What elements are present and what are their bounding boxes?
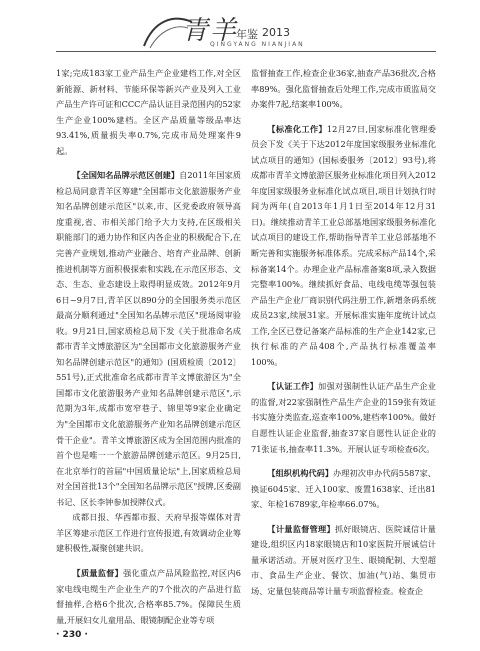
section-body: 加强对强制性认证产品生产企业的监督,对22家强制性产品生产企业的159张有效证书实施分类监查,巡查率100%,建档率100%。做好自愿性认证企业监督,抽查37家自愿性认证企业的71张证书,抽查率11.3%。开展认证专项检查6次。 xyxy=(251,381,436,454)
paragraph: 1家;完成183家工业产品生产企业建档工作,对全区新能源、新材料、节能环保等新兴产业及列入工业产品生产许可证和CCC产品认证目录范围内的52家生产企业100%建档。全区产品质量等级品率达93.41%,质量损失率0.7%,完成市局处理案件9起。 xyxy=(56,68,241,156)
section-metrology xyxy=(251,522,436,600)
left-column xyxy=(56,66,241,628)
section-body: 12月27日,国家标准化管理委员会下发《关于下达2012年度国家级服务业标准化试点项目的通知》(国标委服务〔2012〕93号),将成都市青羊文博旅游区服务业标准化项目列入2012年度国家级服务业标准化试点项目,项目计划执行时间为两年(自2013年1月1日至2014年12月31日)。继续推动青羊工业总部基地国家级服务标准化试点项目的建设工作,帮助指导青羊工业总部基地不断完善和实施服务标准体系。完成采标产品14个,采标备案14个。办理企业产品标准备案8项,录入数据完整率100%。继续抓好食品、电线电缆等强包装产品生产企业厂商识别代码注册工作,新增条码系统成员23家,续展31家。开展标准实施年度统计试点工作,全区已登记备案产品标准的生产企业142家,已执行标准的产品408个,产品执行标准覆盖率100%。 xyxy=(251,123,436,367)
section-body: 抓好眼镜店、医院诚信计量建设,组织区内18家眼镜店和10家医院开展诚信计量承诺活动。开展对医疗卫生、眼镜配制、大型超市、食品生产企业、餐饮、加油(气)站、集贸市场、定量包装商品等计量专项监督检查。检查企 xyxy=(251,523,436,596)
section-heading: 【全国知名品牌示范区创建】 xyxy=(72,170,180,181)
section-body: 办理初次申办代码5587家、换证6045家、迁入100家、废置1638家、迁出81家、年检16789家,年检率66.07%。 xyxy=(251,468,436,510)
section-heading: 【认证工作】 xyxy=(267,381,319,392)
logo-yearbook-label: 年鉴 xyxy=(236,28,258,41)
section-body: 自2011年国家质检总局同意青羊区筹建"全国都市文化旅游服务产业知名品牌创建示范区"以来,市、区党委政府领导高度重视,省、市相关部门给予大力支持,在区级相关职能部门的通力协作和区内各企业的积极配合下,在完善产业规划,推动产业融合、培育产业品牌、创新推进机制等方面积极探索和实践,在示范区形态、文态、生态、业态建设上取得明显成效。2012年9月6日~9月7日,青羊区以890分的全国服务类示范区最高分顺利通过"全国知名品牌示范区"现场阅审验收。9月21日,国家质检总局下发《关于批准命名成都市青羊文博旅游区为"全国都市文化旅游服务产业知名品牌创建示范区"的通知》(国质检质〔2012〕551号),正式批准命名成都市青羊文博旅游区为"全国都市文化旅游服务产业知名品牌创建示范区",示范期为3年,成都市宽窄巷子、锦里等9家企业确定为"全国都市文化旅游服务产业知名品牌创建示范区骨干企业"。青羊文博旅游区成为全国范围内批准的首个也是唯一一个旅游品牌创建示范区。9月25日,在北京举行的首届"中国质量论坛"上,国家质检总局对全国首批13个"全国知名品牌示范区"授牌,区委副书记、区长李钟参加授牌仪式。 xyxy=(56,170,241,507)
section-body: 强化重点产品风险监控,对区内6家电线电缆生产企业生产的7个批次的产品进行监督抽样,合格6个批次,合格率85.7%。保障民生质量,开展妇女儿童用品、眼镜制配企业等专项 xyxy=(56,567,241,625)
section-brand-demo-zone xyxy=(56,168,241,510)
logo-chinese-title: 青羊 xyxy=(182,16,239,46)
logo-year: 2013 xyxy=(262,26,290,39)
section-certification xyxy=(251,379,436,457)
paragraph: 监督抽查工作,检查企业36家,抽查产品36批次,合格率89%。强化监督抽查后处理工作,完成市质监局交办案件7起,结案率100%。 xyxy=(251,68,436,110)
logo-english-title: QINGYANG NIANJIAN xyxy=(210,41,305,48)
right-column xyxy=(251,66,436,600)
header-divider xyxy=(56,51,436,52)
section-quality-supervision xyxy=(56,566,241,628)
page-header xyxy=(0,0,480,58)
section-heading: 【质量监督】 xyxy=(72,567,124,578)
section-heading: 【组织机构代码】 xyxy=(267,468,334,479)
page-number: · 230 · xyxy=(56,630,88,640)
paragraph: 成都日报、华西都市报、天府早报等媒体对青羊区筹建示范区工作进行宣传报道,有效调动企业筹建积极性,凝聚创建共识。 xyxy=(56,512,241,554)
section-organization-code xyxy=(251,466,436,513)
section-standardization xyxy=(251,122,436,371)
section-heading: 【计量监督管理】 xyxy=(267,523,335,534)
section-heading: 【标准化工作】 xyxy=(267,123,327,134)
